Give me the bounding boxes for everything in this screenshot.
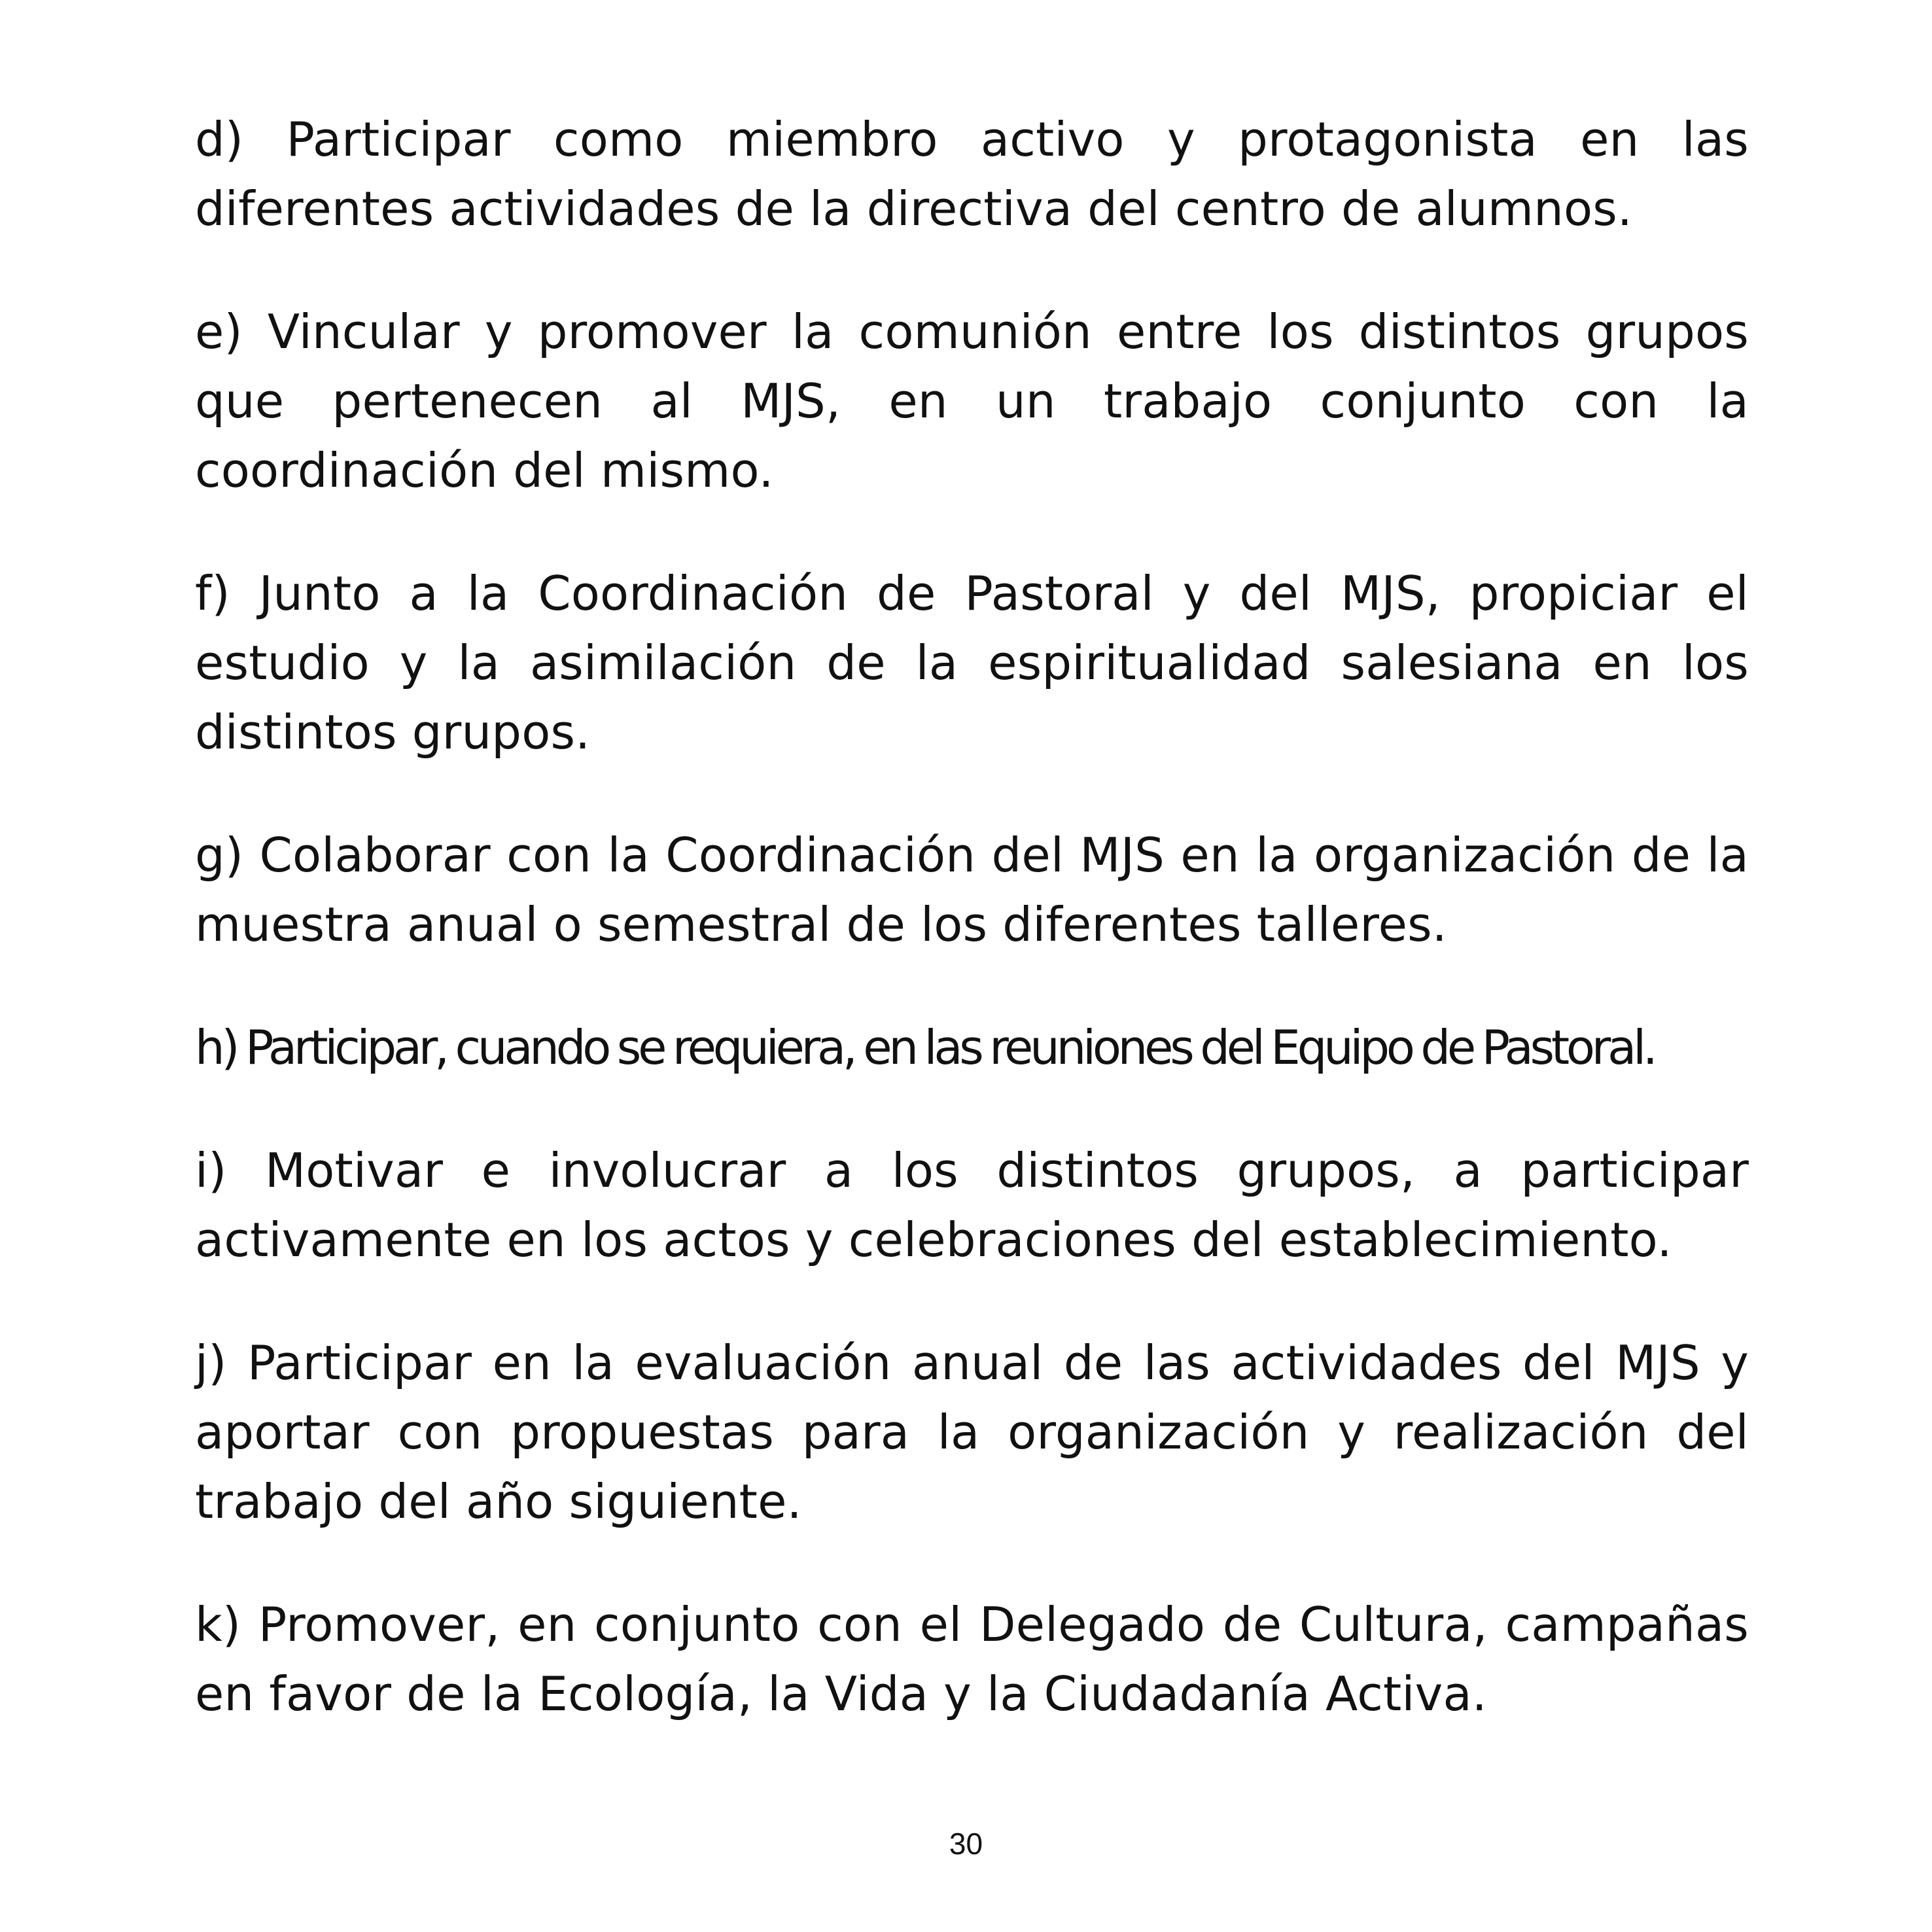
list-item-h: h) Participar, cuando se requiera, en las reuniones del Equipo de Pastoral.	[195, 1020, 1655, 1075]
list-item-j: j) Participar en la evaluación anual de las actividades del MJS y aportar con propuestas para la organización y realización del trabajo del año siguiente.	[195, 1335, 1749, 1529]
list-item-k: k) Promover, en conjunto con el Delegado de Cultura, campañas en favor de la Ecología, la Vida y la Ciudadanía Activa.	[195, 1597, 1749, 1721]
list-item-f: f) Junto a la Coordinación de Pastoral y del MJS, propiciar el estudio y la asimilación de la espiritualidad salesiana en los distintos grupos.	[195, 566, 1749, 760]
page-number: 30	[949, 1827, 983, 1861]
list-item-d: d) Participar como miembro activo y protagonista en las diferentes actividades de la directiva del centro de alumnos.	[195, 112, 1749, 236]
list-item-i: i) Motivar e involucrar a los distintos grupos, a participar activamente en los actos y celebraciones del establecimiento.	[195, 1143, 1749, 1267]
function-list	[195, 105, 1749, 1782]
list-item-e: e) Vincular y promover la comunión entre los distintos grupos que pertenecen al MJS, en un trabajo conjunto con la coordinación del mismo.	[195, 304, 1749, 498]
list-item-g: g) Colaborar con la Coordinación del MJS en la organización de la muestra anual o semestral de los diferentes talleres.	[195, 828, 1749, 952]
